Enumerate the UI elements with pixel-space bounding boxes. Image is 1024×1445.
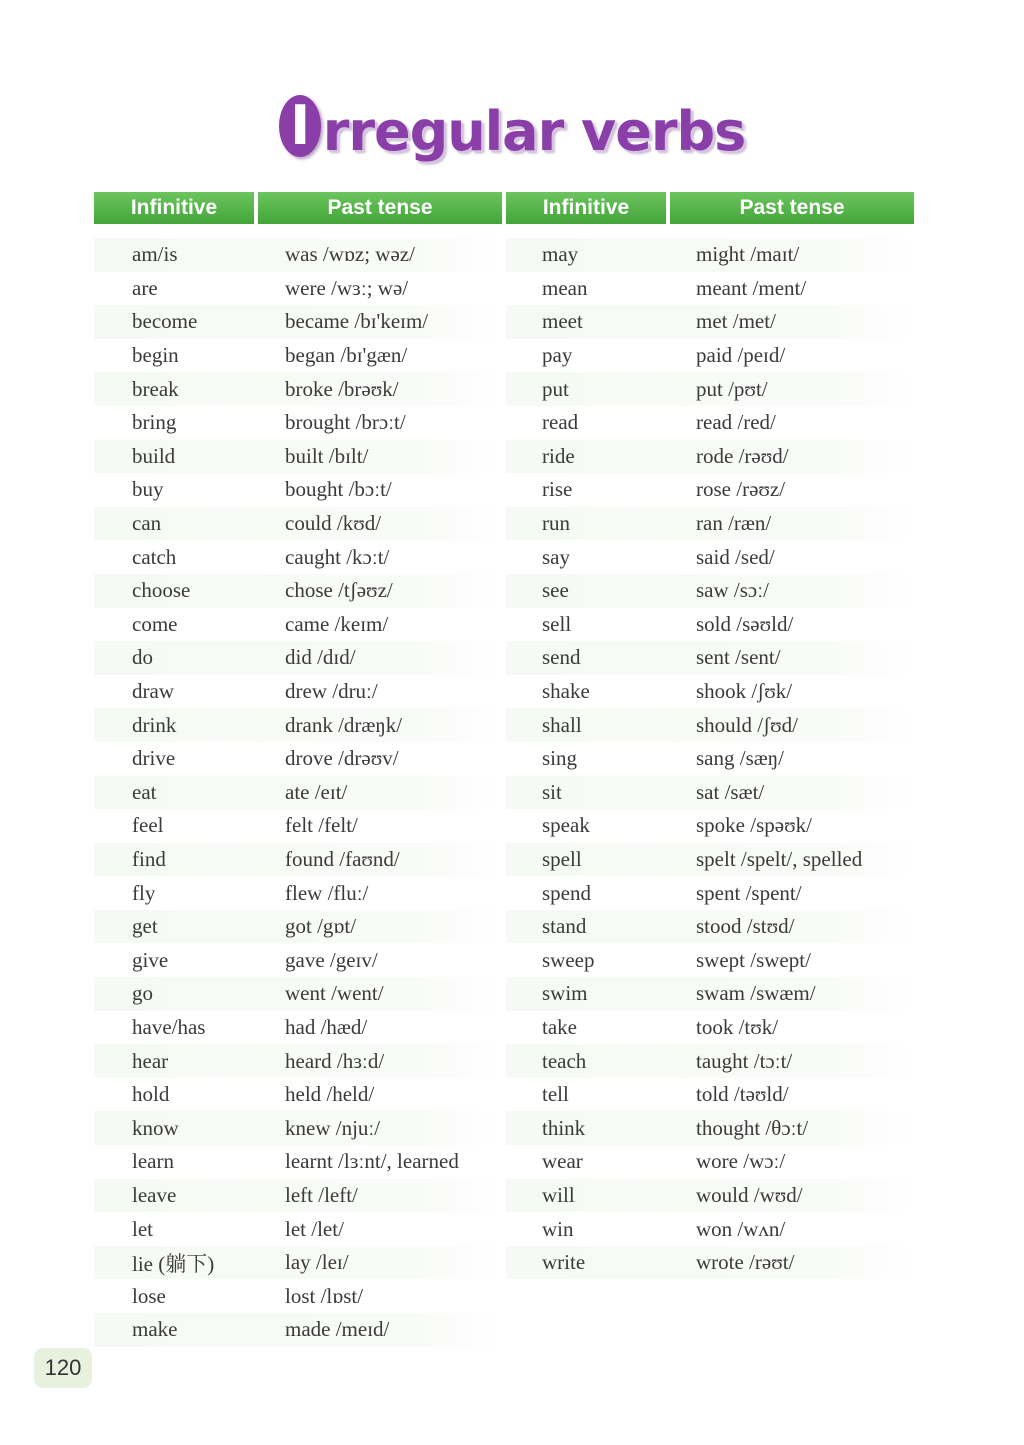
- header-infinitive-left: Infinitive: [94, 192, 254, 224]
- table-row: [506, 440, 914, 474]
- infinitive-cell: eat: [132, 779, 157, 804]
- table-row: [506, 1044, 914, 1078]
- table-row: [506, 406, 914, 440]
- table-row: [94, 507, 502, 541]
- past-tense-cell: chose /tʃəʊz/: [285, 578, 393, 603]
- infinitive-cell: am/is: [132, 242, 178, 267]
- infinitive-cell: sell: [542, 611, 572, 636]
- infinitive-cell: may: [542, 242, 579, 267]
- table-row: [94, 1313, 502, 1347]
- past-tense-cell: took /tʊk/: [696, 1014, 779, 1039]
- infinitive-cell: make: [132, 1317, 178, 1342]
- past-tense-cell: met /met/: [696, 309, 776, 334]
- past-tense-cell: rode /rəʊd/: [696, 443, 789, 468]
- page-number: 120: [34, 1348, 92, 1388]
- infinitive-cell: will: [542, 1182, 575, 1207]
- past-tense-cell: knew /njuː/: [285, 1115, 381, 1140]
- infinitive-cell: pay: [542, 343, 573, 368]
- infinitive-cell: swim: [542, 981, 588, 1006]
- infinitive-cell: drink: [132, 712, 177, 737]
- table-row: [506, 675, 914, 709]
- table-row: [506, 641, 914, 675]
- table-row: [506, 708, 914, 742]
- past-tense-cell: drank /dræŋk/: [285, 712, 403, 737]
- past-tense-cell: drove /drəʊv/: [285, 746, 399, 771]
- infinitive-cell: feel: [132, 813, 164, 838]
- past-tense-cell: had /hæd/: [285, 1014, 368, 1039]
- past-tense-cell: wrote /rəʊt/: [696, 1250, 795, 1275]
- past-tense-cell: shook /ʃʊk/: [696, 679, 793, 704]
- infinitive-cell: write: [542, 1250, 586, 1275]
- table-row: [94, 238, 502, 272]
- past-tense-cell: ran /ræn/: [696, 511, 772, 536]
- infinitive-cell: bring: [132, 410, 177, 435]
- past-tense-cell: found /faʊnd/: [285, 846, 400, 871]
- table-row: [94, 372, 502, 406]
- table-row: [94, 574, 502, 608]
- past-tense-cell: won /wʌn/: [696, 1216, 786, 1241]
- table-row: [94, 1179, 502, 1213]
- infinitive-cell: are: [132, 275, 158, 300]
- infinitive-cell: see: [542, 578, 569, 603]
- table-row: [94, 943, 502, 977]
- infinitive-cell: lie (躺下): [132, 1251, 215, 1276]
- table-row: [94, 809, 502, 843]
- infinitive-cell: get: [132, 914, 158, 939]
- infinitive-cell: can: [132, 511, 162, 536]
- past-tense-cell: did /dɪd/: [285, 645, 356, 670]
- table-row: [506, 372, 914, 406]
- infinitive-cell: hold: [132, 1082, 170, 1107]
- past-tense-cell: sang /sæŋ/: [696, 746, 784, 771]
- infinitive-cell: think: [542, 1115, 586, 1140]
- past-tense-cell: told /təʊld/: [696, 1082, 789, 1107]
- infinitive-cell: tell: [542, 1082, 569, 1107]
- infinitive-cell: wear: [542, 1149, 583, 1174]
- table-row: [94, 843, 502, 877]
- past-tense-cell: learnt /lɜːnt/, learned: [285, 1149, 459, 1174]
- past-tense-cell: would /wʊd/: [696, 1182, 803, 1207]
- infinitive-cell: ride: [542, 443, 575, 468]
- infinitive-cell: buy: [132, 477, 164, 502]
- infinitive-cell: sit: [542, 779, 562, 804]
- title-initial: I: [279, 95, 321, 157]
- past-tense-cell: meant /ment/: [696, 275, 807, 300]
- table-row: [94, 1246, 502, 1280]
- past-tense-cell: sat /sæt/: [696, 779, 765, 804]
- table-row: [506, 1179, 914, 1213]
- infinitive-cell: catch: [132, 544, 177, 569]
- infinitive-cell: draw: [132, 679, 174, 704]
- past-tense-cell: ate /eɪt/: [285, 779, 348, 804]
- infinitive-cell: put: [542, 376, 569, 401]
- infinitive-cell: learn: [132, 1149, 174, 1174]
- infinitive-cell: meet: [542, 309, 583, 334]
- table-row: [94, 1044, 502, 1078]
- right-table-rows: [506, 238, 914, 1279]
- table-row: [94, 339, 502, 373]
- infinitive-cell: go: [132, 981, 153, 1006]
- infinitive-cell: stand: [542, 914, 587, 939]
- past-tense-cell: said /sed/: [696, 544, 775, 569]
- table-row: [94, 1111, 502, 1145]
- right-table-header: [506, 192, 914, 224]
- past-tense-cell: swept /swept/: [696, 947, 811, 972]
- past-tense-cell: caught /kɔːt/: [285, 544, 390, 569]
- infinitive-cell: shall: [542, 712, 582, 737]
- past-tense-cell: put /pʊt/: [696, 376, 768, 401]
- past-tense-cell: swam /swæm/: [696, 981, 816, 1006]
- left-table: [94, 192, 502, 1347]
- past-tense-cell: sent /sent/: [696, 645, 781, 670]
- table-row: [506, 1212, 914, 1246]
- past-tense-cell: came /keɪm/: [285, 611, 389, 636]
- past-tense-cell: let /let/: [285, 1216, 344, 1241]
- table-row: [506, 843, 914, 877]
- past-tense-cell: flew /fluː/: [285, 880, 369, 905]
- infinitive-cell: let: [132, 1216, 153, 1241]
- table-row: [506, 608, 914, 642]
- infinitive-cell: say: [542, 544, 570, 569]
- past-tense-cell: began /bɪ'gæn/: [285, 343, 408, 368]
- table-row: [506, 876, 914, 910]
- infinitive-cell: take: [542, 1014, 577, 1039]
- table-row: [506, 473, 914, 507]
- past-tense-cell: paid /peɪd/: [696, 343, 786, 368]
- table-row: [94, 977, 502, 1011]
- infinitive-cell: teach: [542, 1048, 587, 1073]
- infinitive-cell: lose: [132, 1283, 166, 1308]
- past-tense-cell: drew /druː/: [285, 679, 378, 704]
- infinitive-cell: shake: [542, 679, 590, 704]
- table-row: [506, 1078, 914, 1112]
- table-row: [506, 305, 914, 339]
- infinitive-cell: have/has: [132, 1014, 206, 1039]
- table-row: [94, 1145, 502, 1179]
- past-tense-cell: read /red/: [696, 410, 776, 435]
- infinitive-cell: break: [132, 376, 179, 401]
- left-table-rows: [94, 238, 502, 1347]
- past-tense-cell: spelt /spelt/, spelled: [696, 846, 863, 871]
- past-tense-cell: held /held/: [285, 1082, 375, 1107]
- table-row: [94, 910, 502, 944]
- past-tense-cell: bought /bɔːt/: [285, 477, 392, 502]
- past-tense-cell: saw /sɔː/: [696, 578, 769, 603]
- table-row: [506, 574, 914, 608]
- past-tense-cell: wore /wɔː/: [696, 1149, 786, 1174]
- table-row: [94, 675, 502, 709]
- table-row: [506, 742, 914, 776]
- infinitive-cell: find: [132, 846, 166, 871]
- infinitive-cell: build: [132, 443, 176, 468]
- left-table-header: [94, 192, 502, 224]
- infinitive-cell: know: [132, 1115, 179, 1140]
- table-row: [94, 406, 502, 440]
- table-row: [506, 339, 914, 373]
- past-tense-cell: felt /felt/: [285, 813, 358, 838]
- table-row: [94, 305, 502, 339]
- header-past-tense-left: Past tense: [258, 192, 502, 224]
- past-tense-cell: could /kʊd/: [285, 511, 382, 536]
- page-title-wrap: [0, 92, 1024, 172]
- infinitive-cell: spend: [542, 880, 591, 905]
- infinitive-cell: drive: [132, 746, 176, 771]
- past-tense-cell: made /meɪd/: [285, 1317, 390, 1342]
- table-row: [94, 272, 502, 306]
- past-tense-cell: thought /θɔːt/: [696, 1115, 809, 1140]
- past-tense-cell: gave /geɪv/: [285, 947, 378, 972]
- table-row: [506, 943, 914, 977]
- table-row: [94, 776, 502, 810]
- past-tense-cell: got /gɒt/: [285, 914, 357, 939]
- past-tense-cell: spent /spent/: [696, 880, 802, 905]
- table-row: [94, 1011, 502, 1045]
- infinitive-cell: spell: [542, 846, 582, 871]
- table-row: [506, 1246, 914, 1280]
- infinitive-cell: begin: [132, 343, 179, 368]
- header-past-tense-right: Past tense: [670, 192, 914, 224]
- infinitive-cell: sweep: [542, 947, 595, 972]
- past-tense-cell: lay /leɪ/: [285, 1250, 349, 1275]
- table-row: [94, 1279, 502, 1313]
- page-title: [279, 92, 746, 172]
- infinitive-cell: come: [132, 611, 178, 636]
- past-tense-cell: spoke /spəʊk/: [696, 813, 812, 838]
- table-row: [94, 608, 502, 642]
- header-infinitive-right: Infinitive: [506, 192, 666, 224]
- infinitive-cell: give: [132, 947, 169, 972]
- past-tense-cell: sold /səʊld/: [696, 611, 794, 636]
- infinitive-cell: run: [542, 511, 570, 536]
- title-rest: rregular verbs: [322, 100, 746, 163]
- table-row: [94, 708, 502, 742]
- table-row: [506, 809, 914, 843]
- table-row: [94, 641, 502, 675]
- infinitive-cell: leave: [132, 1182, 177, 1207]
- infinitive-cell: mean: [542, 275, 588, 300]
- table-row: [506, 507, 914, 541]
- past-tense-cell: might /maɪt/: [696, 242, 800, 267]
- past-tense-cell: heard /hɜːd/: [285, 1048, 385, 1073]
- past-tense-cell: lost /lɒst/: [285, 1283, 364, 1308]
- past-tense-cell: was /wɒz; wəz/: [285, 242, 415, 267]
- table-row: [94, 742, 502, 776]
- infinitive-cell: do: [132, 645, 153, 670]
- past-tense-cell: built /bɪlt/: [285, 443, 369, 468]
- table-row: [94, 473, 502, 507]
- past-tense-cell: taught /tɔːt/: [696, 1048, 793, 1073]
- table-row: [506, 540, 914, 574]
- right-table: [506, 192, 914, 1279]
- infinitive-cell: sing: [542, 746, 578, 771]
- infinitive-cell: fly: [132, 880, 156, 905]
- past-tense-cell: brought /brɔːt/: [285, 410, 406, 435]
- past-tense-cell: went /went/: [285, 981, 384, 1006]
- infinitive-cell: rise: [542, 477, 573, 502]
- infinitive-cell: send: [542, 645, 581, 670]
- infinitive-cell: hear: [132, 1048, 169, 1073]
- table-row: [506, 910, 914, 944]
- past-tense-cell: broke /brəʊk/: [285, 376, 399, 401]
- infinitive-cell: speak: [542, 813, 590, 838]
- past-tense-cell: became /bɪ'keɪm/: [285, 309, 429, 334]
- past-tense-cell: should /ʃʊd/: [696, 712, 798, 737]
- table-row: [94, 440, 502, 474]
- past-tense-cell: rose /rəʊz/: [696, 477, 786, 502]
- table-row: [506, 1011, 914, 1045]
- table-row: [506, 1111, 914, 1145]
- past-tense-cell: were /wɜː; wə/: [285, 275, 409, 300]
- table-row: [94, 1078, 502, 1112]
- table-row: [506, 776, 914, 810]
- infinitive-cell: read: [542, 410, 579, 435]
- infinitive-cell: become: [132, 309, 198, 334]
- table-row: [94, 876, 502, 910]
- table-row: [506, 272, 914, 306]
- table-row: [506, 977, 914, 1011]
- infinitive-cell: win: [542, 1216, 574, 1241]
- table-row: [506, 238, 914, 272]
- table-row: [94, 540, 502, 574]
- infinitive-cell: choose: [132, 578, 191, 603]
- past-tense-cell: stood /stʊd/: [696, 914, 795, 939]
- table-row: [506, 1145, 914, 1179]
- past-tense-cell: left /left/: [285, 1182, 358, 1207]
- table-row: [94, 1212, 502, 1246]
